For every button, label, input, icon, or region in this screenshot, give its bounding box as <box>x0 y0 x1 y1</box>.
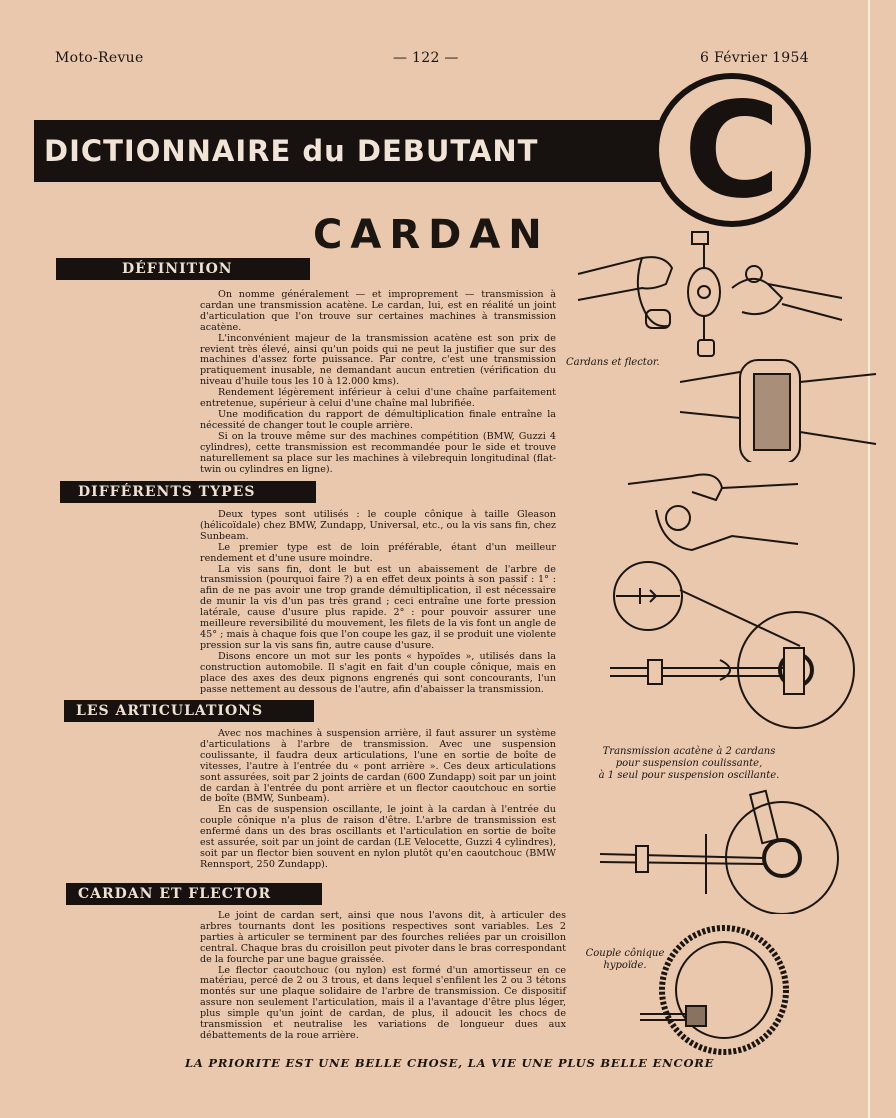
paragraph: Le premier type est de loin préférable, étant d'un meilleur rendement et d'une usure moindre. <box>200 541 556 564</box>
section-heading-types: DIFFÉRENTS TYPES <box>60 481 316 503</box>
page-edge <box>868 0 870 1118</box>
paragraph: La vis sans fin, dont le but est un abaissement de l'arbre de transmission (pourquoi faire ?) a en effet deux points à son passif : 1° : afin de ne pas avoir une trop grande démultiplication, il est nécessaire de munir la vis d'un pas très grand ; ceci entraîne une forte pression latérale, cause d'usure plus rapide. 2° : pour pouvoir assurer une meilleure reversibilité du mouvement, les filets de la vis font un angle de 45° ; mais à chaque fois que l'on coupe les gaz, il se produit une violente pression sur la vis sans fin, autre cause d'usure. <box>200 563 556 651</box>
page-number: — 122 — <box>393 50 459 66</box>
magazine-name: Moto-Revue <box>55 50 144 66</box>
paragraph: On nomme généralement — et improprement — transmission à cardan une transmission acatène. Le cardan, lui, est en réalité un joint d'articulation que l'on trouve sur certaines machines à transmission acatène. <box>200 289 556 333</box>
paragraph: Si on la trouve même sur des machines compétition (BMW, Guzzi 4 cylindres), cette transmission est recommandée pour le side et trouve naturellement sa place sur les machines à vilebrequin longitudinal (flat-twin ou cylindres en ligne). <box>200 430 556 475</box>
caption-line: à 1 seul pour suspension oscillante. <box>598 770 780 781</box>
caption-line: Couple cônique <box>585 948 665 959</box>
caption-couple-conique <box>580 948 670 972</box>
caption-cardans-flector: Cardans et flector. <box>566 357 660 368</box>
section-heading-cardan-flector: CARDAN ET FLECTOR <box>66 883 322 905</box>
c-logo-icon <box>652 72 812 228</box>
logo-letter: C <box>683 74 781 228</box>
paragraph: Le joint de cardan sert, ainsi que nous l'avons dit, à articuler des arbres tournants dont les positions respectives sont variables. Les 2 parties à articuler se terminent par des fourches reliées par un croisillon central. Chaque bras du croisillon peut pivoter dans le bras correspondant de la fourche par une bague graissée. <box>200 910 566 965</box>
oscillating-suspension-diagram <box>596 784 856 914</box>
cardan-joint-illustration <box>572 228 852 368</box>
paragraph: Disons encore un mot sur les ponts « hypoïdes », utilisés dans la construction automobile. Il s'agit en fait d'un couple cônique, mais en place des axes des deux pignons engrenés qui sont concourants, l'un passe nettement au dessous de l'autre, afin d'abaisser la transmission. <box>200 650 556 695</box>
section-body-articulations <box>200 729 556 871</box>
paragraph: En cas de suspension oscillante, le joint à la cardan à l'entrée du couple cônique n'a plus de raison d'être. L'arbre de transmission est enfermé dans un des bras oscillants et l'articulation en sortie de boîte est assurée, soit par un joint de cardan (LE Velocette, Guzzi 4 cylindres), soit par un flector bien souvent en nylon plutôt qu'en caoutchouc (BMW Rennsport, 250 Zundapp). <box>200 804 556 870</box>
issue-date: 6 Février 1954 <box>700 50 809 66</box>
hypoid-gear-illustration <box>640 920 790 1056</box>
paragraph: Deux types sont utilisés : le couple cônique à taille Gleason (hélicoïdale) chez BMW, Zundapp, Universal, etc., ou la vis sans fin, chez Sunbeam. <box>200 509 556 542</box>
section-heading-definition: DÉFINITION <box>56 258 310 280</box>
caption-line: Transmission acatène à 2 cardans <box>602 746 776 757</box>
section-body-definition <box>200 290 556 475</box>
transmission-diagram <box>600 560 860 750</box>
cardan-fork-illustration <box>622 466 802 562</box>
paragraph: Avec nos machines à suspension arrière, il faut assurer un système d'articulations à l'arbre de transmission. Avec une suspension coulissante, il faudra deux articulations, l'une en sortie de boîte de vitesses, l'autre à l'entrée du « pont arrière ». Ces deux articulations sont assurées, soit par 2 joints de cardan (600 Zundapp) soit par un joint de cardan à l'entrée du pont arrière et un flector caoutchouc en sortie de boîte (BMW, Sunbeam). <box>200 728 556 805</box>
article-title: CARDAN <box>313 212 550 258</box>
flector-illustration <box>680 352 880 462</box>
paragraph: Une modification du rapport de démultiplication finale entraîne la nécessité de changer tout le couple arrière. <box>200 408 556 431</box>
series-banner: DICTIONNAIRE du DEBUTANT <box>34 120 670 182</box>
section-body-types <box>200 510 556 695</box>
caption-line: pour suspension coulissante, <box>615 758 763 769</box>
caption-transmission <box>584 746 794 782</box>
paragraph: Rendement légèrement inférieur à celui d'une chaîne parfaitement entretenue, supérieur à celui d'une chaîne mal lubrifiée. <box>200 387 556 410</box>
section-body-cardan-flector <box>200 911 566 1042</box>
paragraph: Le flector caoutchouc (ou nylon) est formé d'un amortisseur en ce matériau, percé de 2 ou 3 trous, et dans lequel s'enfilent les 2 ou 3 tétons montés sur une plaque solidaire de l'arbre de transmission. Ce dispositif assure non seulement l'articulation, mais il a l'avantage d'être plus léger, plus simple qu'un joint de cardan, de plus, il adoucit les chocs de transmission et neutralise les variations de longueur dues aux débattements de la roue arrière. <box>200 964 566 1041</box>
section-heading-articulations: LES ARTICULATIONS <box>64 700 314 722</box>
paragraph: L'inconvénient majeur de la transmission acatène est son prix de revient très élevé, ainsi qu'un poids qui ne peut la justifier que sur des machines d'assez forte puissance. Par contre, c'est une transmission pratiquement inusable, ne demandant aucun entretien (vérification du niveau d'huile tous les 10 à 12.000 kms). <box>200 332 556 388</box>
footer-slogan: LA PRIORITE EST UNE BELLE CHOSE, LA VIE UNE PLUS BELLE ENCORE <box>185 1056 715 1070</box>
caption-line: hypoïde. <box>603 960 647 971</box>
